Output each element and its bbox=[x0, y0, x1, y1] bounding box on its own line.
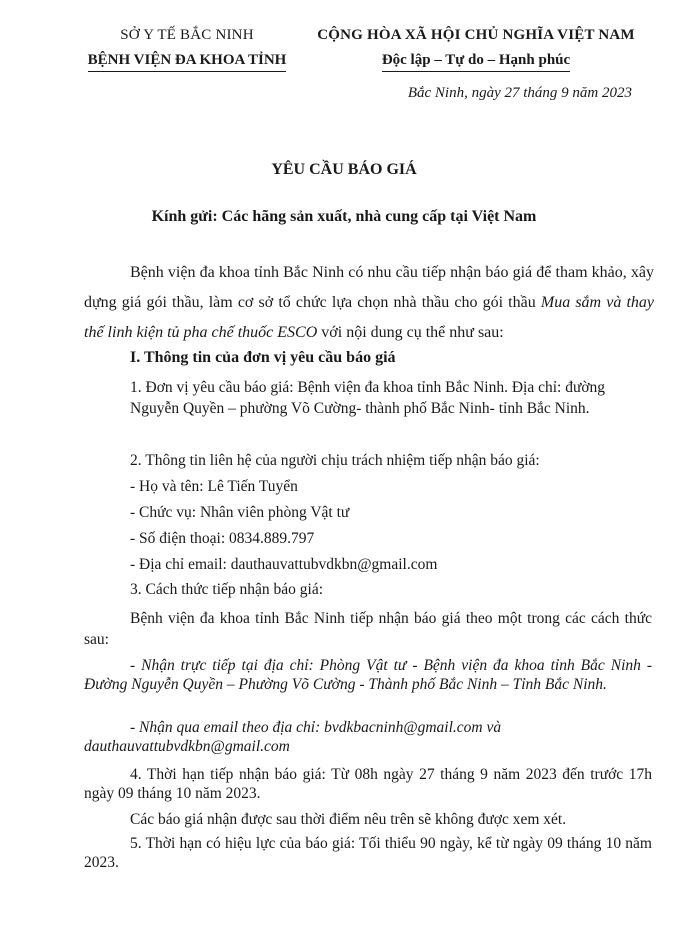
contact-name: - Họ và tên: Lê Tiến Tuyển bbox=[130, 478, 298, 495]
intro-text-after: với nội dung cụ thể như sau: bbox=[317, 324, 504, 341]
document-date: Bắc Ninh, ngày 27 tháng 9 năm 2023 bbox=[407, 85, 632, 101]
nation-name: CỘNG HÒA XÃ HỘI CHỦ NGHĨA VIỆT NAM bbox=[317, 27, 635, 43]
nation-motto: Độc lập – Tự do – Hạnh phúc bbox=[382, 51, 570, 72]
intro-text-before: Bệnh viện đa khoa tỉnh Bắc Ninh có nhu cầu tiếp nhận báo giá để tham khảo, xây dựng giá gói thầu, làm cơ sở tổ chức lựa chọn nhà thầu cho gói thầu bbox=[84, 264, 654, 311]
section1-item4: 4. Thời hạn tiếp nhận báo giá: Từ 08h ngày 27 tháng 9 năm 2023 đến trước 17h ngày 09 tháng 10 năm 2023. bbox=[84, 766, 652, 802]
section1-item2: 2. Thông tin liên hệ của người chịu trách nhiệm tiếp nhận báo giá: bbox=[130, 452, 540, 469]
contact-email: - Địa chỉ email: dauthauvattubvdkbn@gmail.com bbox=[130, 556, 438, 573]
issuing-organization bbox=[72, 26, 302, 72]
contact-phone: - Số điện thoại: 0834.889.797 bbox=[130, 530, 315, 547]
method-direct: - Nhận trực tiếp tại địa chỉ: Phòng Vật tư - Bệnh viện đa khoa tỉnh Bắc Ninh - Đường Nguyễn Quyền – Phường Võ Cường - Thành phố Bắc Ninh – Tỉnh Bắc Ninh. bbox=[84, 657, 652, 693]
contact-title: - Chức vụ: Nhân viên phòng Vật tư bbox=[130, 504, 350, 521]
package-name: Mua sắm và thay thế linh kiện tủ pha chế thuốc ESCO bbox=[84, 294, 654, 341]
addressee: Kính gửi: Các hãng sản xuất, nhà cung cấp tại Việt Nam bbox=[151, 208, 537, 225]
deadline-note: Các báo giá nhận được sau thời điểm nêu trên sẽ không được xem xét. bbox=[130, 811, 567, 828]
receive-methods-desc: Bệnh viện đa khoa tỉnh Bắc Ninh tiếp nhận báo giá theo một trong các cách thức sau: bbox=[84, 610, 652, 648]
section1-item3: 3. Cách thức tiếp nhận báo giá: bbox=[130, 581, 324, 598]
section1-item5: 5. Thời hạn có hiệu lực của báo giá: Tối thiểu 90 ngày, kể từ ngày 09 tháng 10 năm 2023. bbox=[84, 835, 652, 871]
method-email: - Nhận qua email theo địa chỉ: bvdkbacninh@gmail.com và dauthauvattubvdkbn@gmail.com bbox=[84, 719, 502, 755]
intro-paragraph bbox=[84, 258, 654, 348]
section1-item1: 1. Đơn vị yêu cầu báo giá: Bệnh viện đa khoa tỉnh Bắc Ninh. Địa chỉ: đường Nguyễn Quyền – phường Võ Cường- thành phố Bắc Ninh- tỉnh Bắc Ninh. bbox=[130, 379, 606, 417]
document-title: YÊU CẦU BÁO GIÁ bbox=[271, 161, 417, 178]
org-parent: SỞ Y TẾ BẮC NINH bbox=[120, 27, 254, 43]
org-name: BỆNH VIỆN ĐA KHOA TỈNH bbox=[88, 51, 287, 72]
section1-heading: I. Thông tin của đơn vị yêu cầu báo giá bbox=[130, 349, 396, 366]
national-motto bbox=[300, 26, 652, 72]
